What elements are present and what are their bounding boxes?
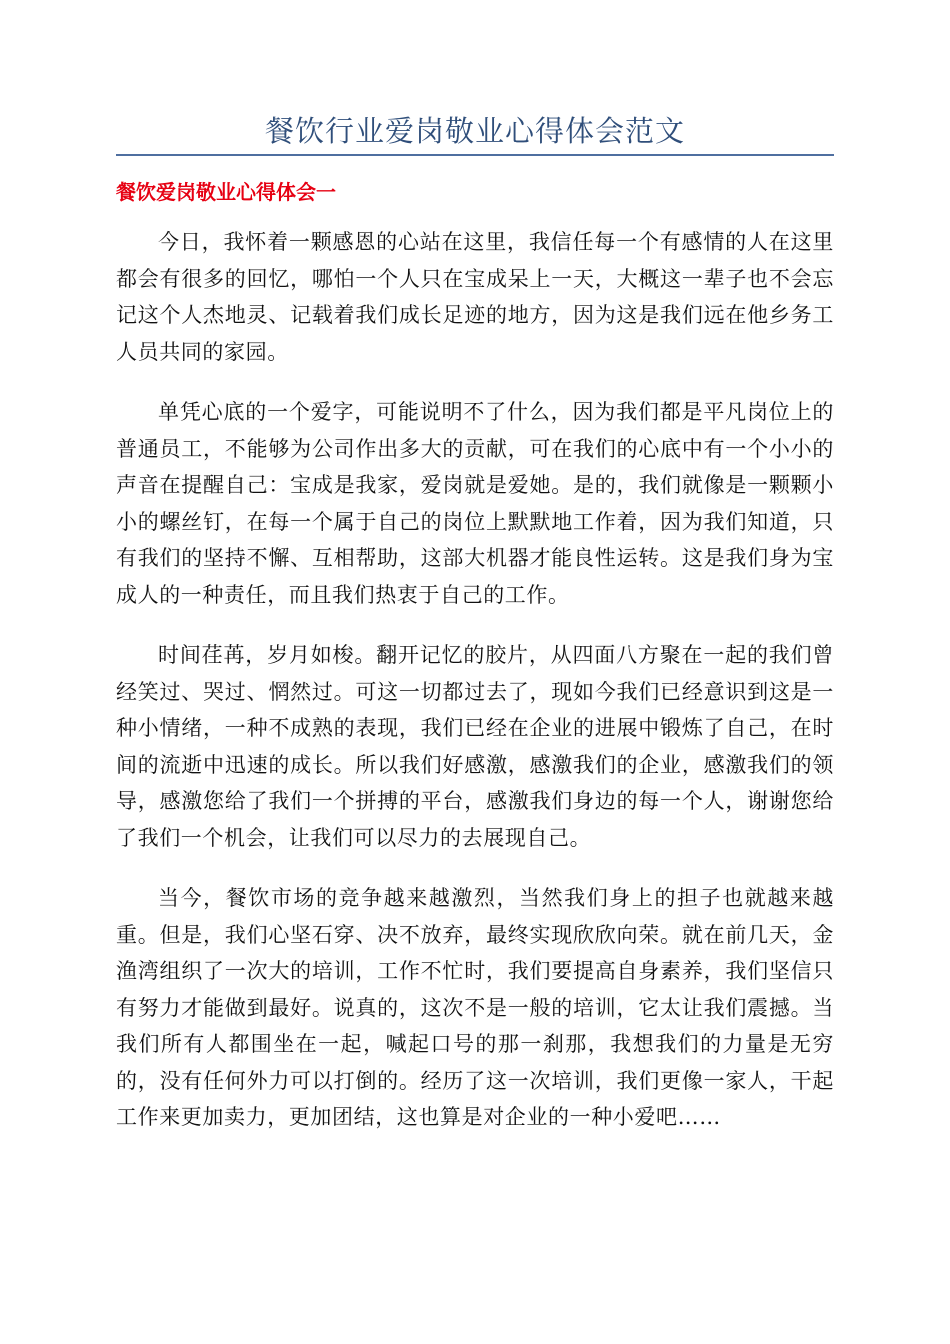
document-title: 餐饮行业爱岗敬业心得体会范文: [264, 114, 685, 148]
document-body: [116, 224, 834, 1160]
paragraph-3: 时间荏苒，岁月如梭。翻开记忆的胶片，从四面八方聚在一起的我们曾经笑过、哭过、惘然过。可这一切都过去了，现如今我们已经意识到这是一种小情绪，一种不成熟的表现，我们已经在企业的进展中锻炼了自己，在时间的流逝中迅速的成长。所以我们好感激，感激我们的企业，感激我们的领导，感激您给了我们一个拼搏的平台，感激我们身边的每一个人，谢谢您给了我们一个机会，让我们可以尽力的去展现自己。: [116, 643, 834, 850]
title-underline: [116, 154, 834, 156]
paragraph-1: 今日，我怀着一颗感恩的心站在这里，我信任每一个有感情的人在这里都会有很多的回忆，哪怕一个人只在宝成呆上一天，大概这一辈子也不会忘记这个人杰地灵、记载着我们成长足迹的地方，因为这是我们远在他乡务工人员共同的家园。: [116, 230, 834, 364]
section-heading: 餐饮爱岗敬业心得体会一: [116, 180, 336, 204]
paragraph-2: 单凭心底的一个爱字，可能说明不了什么，因为我们都是平凡岗位上的普通员工，不能够为公司作出多大的贡献，可在我们的心底中有一个小小的声音在提醒自己：宝成是我家，爱岗就是爱她。是的，我们就像是一颗颗小小的螺丝钉，在每一个属于自己的岗位上默默地工作着，因为我们知道，只有我们的坚持不懈、互相帮助，这部大机器才能良性运转。这是我们身为宝成人的一种责任，而且我们热衷于自己的工作。: [116, 400, 834, 607]
paragraph-4: 当今，餐饮市场的竞争越来越激烈，当然我们身上的担子也就越来越重。但是，我们心坚石穿、决不放弃，最终实现欣欣向荣。就在前几天，金渔湾组织了一次大的培训，工作不忙时，我们要提高自身素养，我们坚信只有努力才能做到最好。说真的，这次不是一般的培训，它太让我们震撼。当我们所有人都围坐在一起，喊起口号的那一刹那，我想我们的力量是无穷的，没有任何外力可以打倒的。经历了这一次培训，我们更像一家人，干起工作来更加卖力，更加团结，这也算是对企业的一种小爱吧……: [116, 886, 834, 1129]
